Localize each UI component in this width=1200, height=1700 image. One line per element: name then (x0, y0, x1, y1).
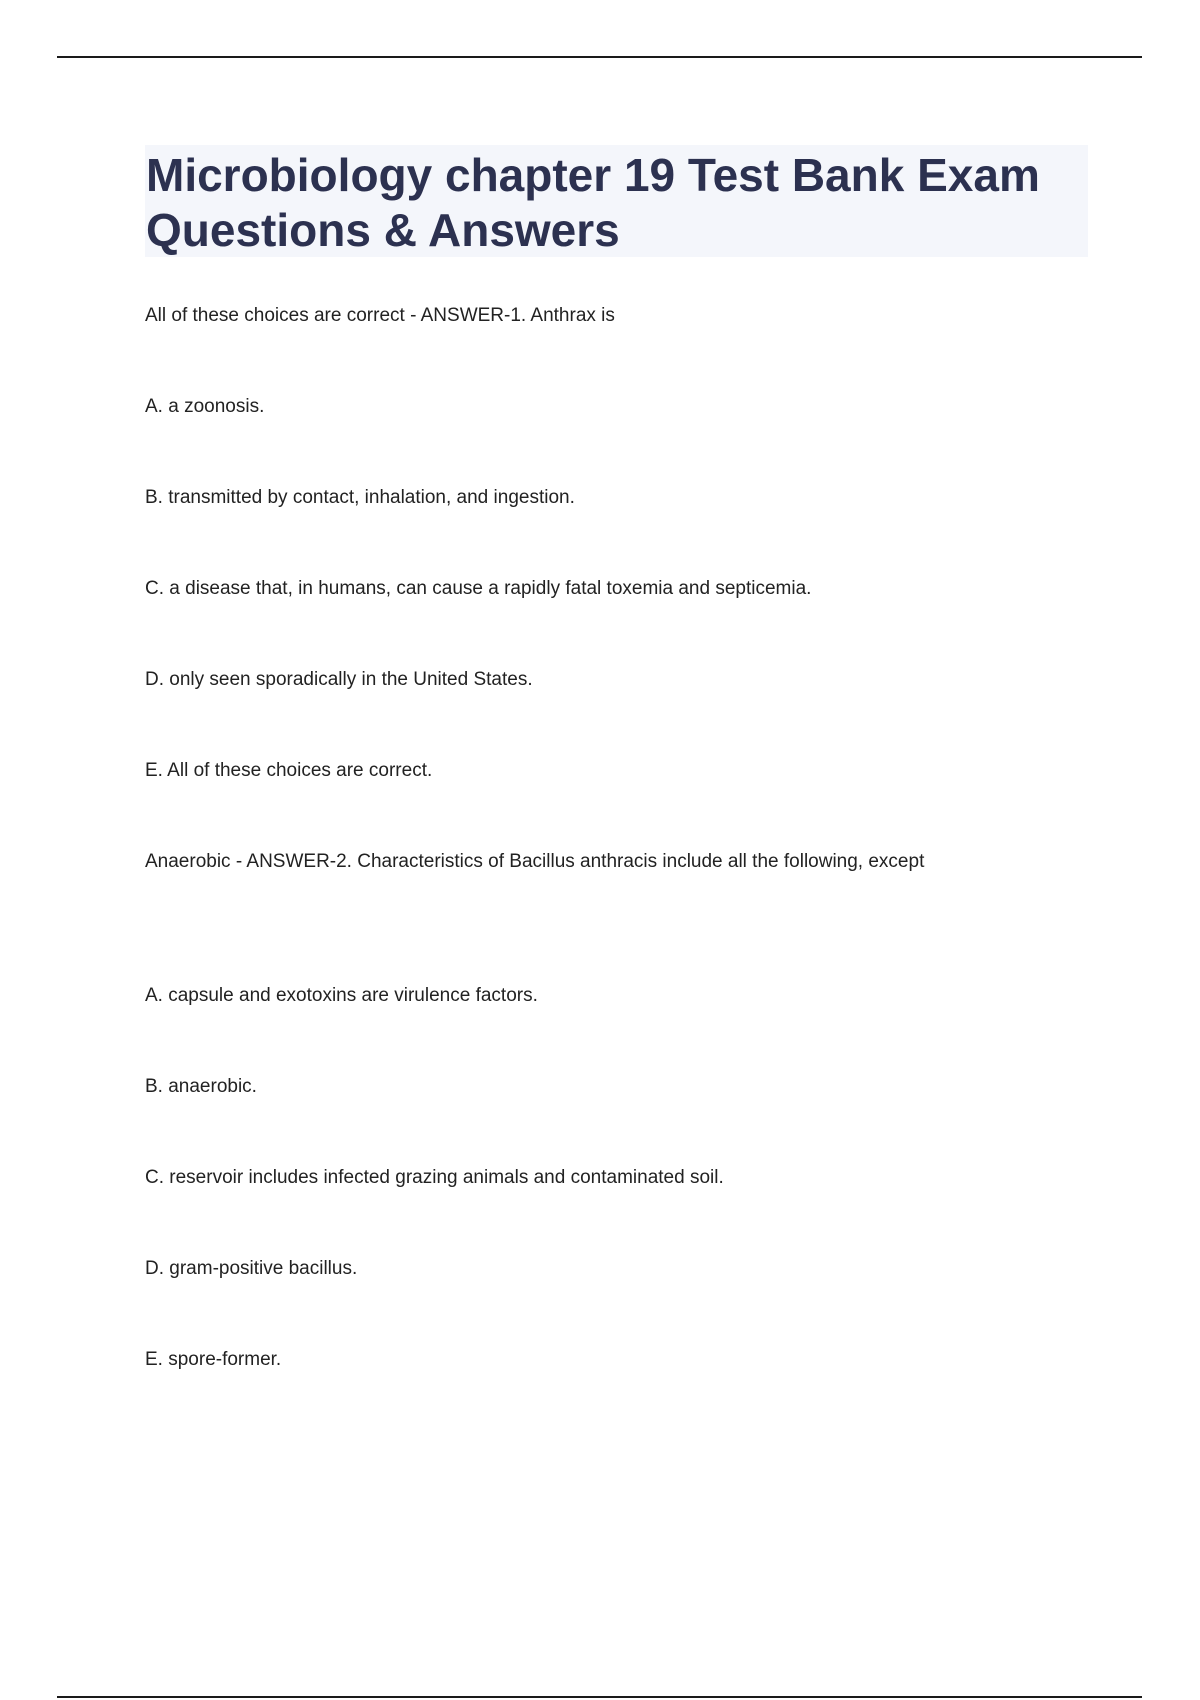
question-2-option-e: E. spore-former. (145, 1349, 282, 1370)
question-2-option-a: A. capsule and exotoxins are virulence factors. (145, 985, 538, 1006)
question-1-prompt: All of these choices are correct - ANSWER-1. Anthrax is (145, 305, 615, 326)
question-1-option-a: A. a zoonosis. (145, 396, 265, 417)
question-1-option-c: C. a disease that, in humans, can cause a rapidly fatal toxemia and septicemia. (145, 578, 812, 599)
question-1-option-b: B. transmitted by contact, inhalation, and ingestion. (145, 487, 575, 508)
question-2-option-b: B. anaerobic. (145, 1076, 257, 1097)
question-2-option-c: C. reservoir includes infected grazing animals and contaminated soil. (145, 1167, 724, 1188)
document-title: Microbiology chapter 19 Test Bank Exam Questions & Answers (146, 149, 1040, 256)
top-rule (57, 56, 1142, 58)
question-1-option-d: D. only seen sporadically in the United States. (145, 669, 533, 690)
title-block (145, 145, 1088, 257)
bottom-rule (57, 1696, 1142, 1698)
question-2-option-d: D. gram-positive bacillus. (145, 1258, 358, 1279)
question-1-option-e: E. All of these choices are correct. (145, 760, 433, 781)
question-2-prompt: Anaerobic - ANSWER-2. Characteristics of Bacillus anthracis include all the following, except (145, 851, 925, 872)
